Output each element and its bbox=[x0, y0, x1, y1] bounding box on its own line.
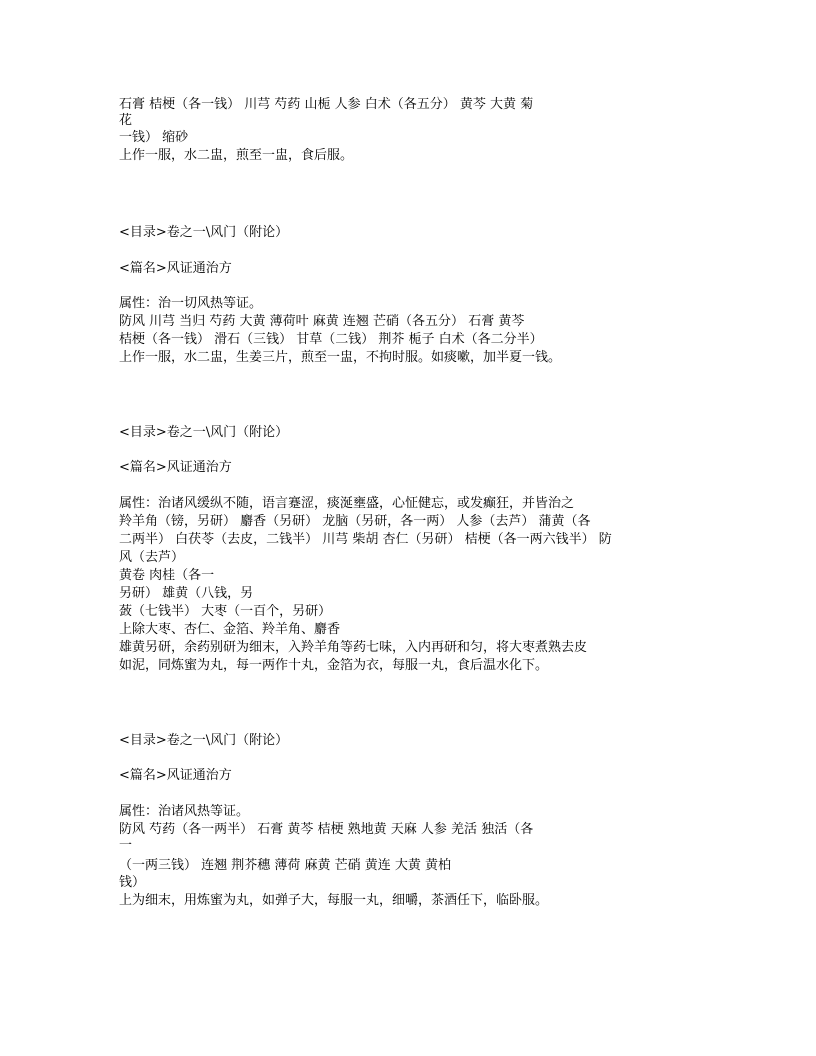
text-line: 一 bbox=[119, 838, 133, 853]
text-line: 防风 芍药（各一两半） 石膏 黄芩 桔梗 熟地黄 天麻 人参 羌活 独活（各 bbox=[119, 822, 534, 837]
text-line: 蔹（七钱半） 大枣（一百个，另研） bbox=[119, 604, 332, 619]
chapter-title: <篇名>风证通治方 bbox=[119, 261, 232, 276]
text-line: 属性：治一切风热等证。 bbox=[119, 296, 263, 311]
text-line: 花 bbox=[119, 113, 133, 128]
text-line: 雄黄另研，余药别研为细末，入羚羊角等药七味，入内再研和匀，将大枣煮熟去皮 bbox=[119, 640, 588, 655]
text-line: 桔梗（各一钱） 滑石（三钱） 甘草（二钱） 荆芥 栀子 白术（各二分半） bbox=[119, 332, 543, 347]
text-line: （一两三钱） 连翘 荆芥穗 薄荷 麻黄 芒硝 黄连 大黄 黄柏 bbox=[119, 858, 452, 873]
chapter-title: <篇名>风证通治方 bbox=[119, 460, 232, 475]
catalog-heading: <目录>卷之一\风门（附论） bbox=[119, 733, 289, 748]
text-line: 上除大枣、杏仁、金箔、羚羊角、麝香 bbox=[119, 622, 341, 637]
catalog-heading: <目录>卷之一\风门（附论） bbox=[119, 425, 289, 440]
text-line: 黄卷 肉桂（各一 bbox=[119, 568, 215, 583]
text-line: 防风 川芎 当归 芍药 大黄 薄荷叶 麻黄 连翘 芒硝（各五分） 石膏 黄芩 bbox=[119, 314, 525, 329]
text-line: 另研） 雄黄（八钱，另 bbox=[119, 586, 254, 601]
text-line: 一钱） 缩砂 bbox=[119, 130, 189, 145]
text-line: 羚羊角（镑，另研） 麝香（另研） 龙脑（另研，各一两） 人参（去芦） 蒲黄（各 bbox=[119, 514, 591, 529]
catalog-heading: <目录>卷之一\风门（附论） bbox=[119, 225, 289, 240]
text-line: 风（去芦） bbox=[119, 550, 185, 565]
chapter-title: <篇名>风证通治方 bbox=[119, 768, 232, 783]
text-line: 二两半） 白茯苓（去皮，二钱半） 川芎 柴胡 杏仁（另研） 桔梗（各一两六钱半） 防 bbox=[119, 532, 612, 547]
text-line: 上作一服，水二盅，煎至一盅，食后服。 bbox=[119, 148, 354, 163]
text-line: 钱） bbox=[119, 875, 146, 890]
text-line: 属性：治诸风热等证。 bbox=[119, 804, 250, 819]
text-line: 上为细末，用炼蜜为丸，如弹子大，每服一丸，细嚼，茶酒任下，临卧服。 bbox=[119, 893, 549, 908]
text-line: 属性：治诸风缓纵不随，语言蹇涩，痰涎壅盛，心怔健忘，或发癫狂，并皆治之 bbox=[119, 496, 575, 511]
text-line: 上作一服，水二盅，生姜三片，煎至一盅，不拘时服。如痰嗽，加半夏一钱。 bbox=[119, 350, 562, 365]
text-line: 石膏 桔梗（各一钱） 川芎 芍药 山栀 人参 白术（各五分） 黄芩 大黄 菊 bbox=[119, 97, 534, 112]
text-line: 如泥，同炼蜜为丸，每一两作十丸，金箔为衣，每服一丸，食后温水化下。 bbox=[119, 658, 549, 673]
